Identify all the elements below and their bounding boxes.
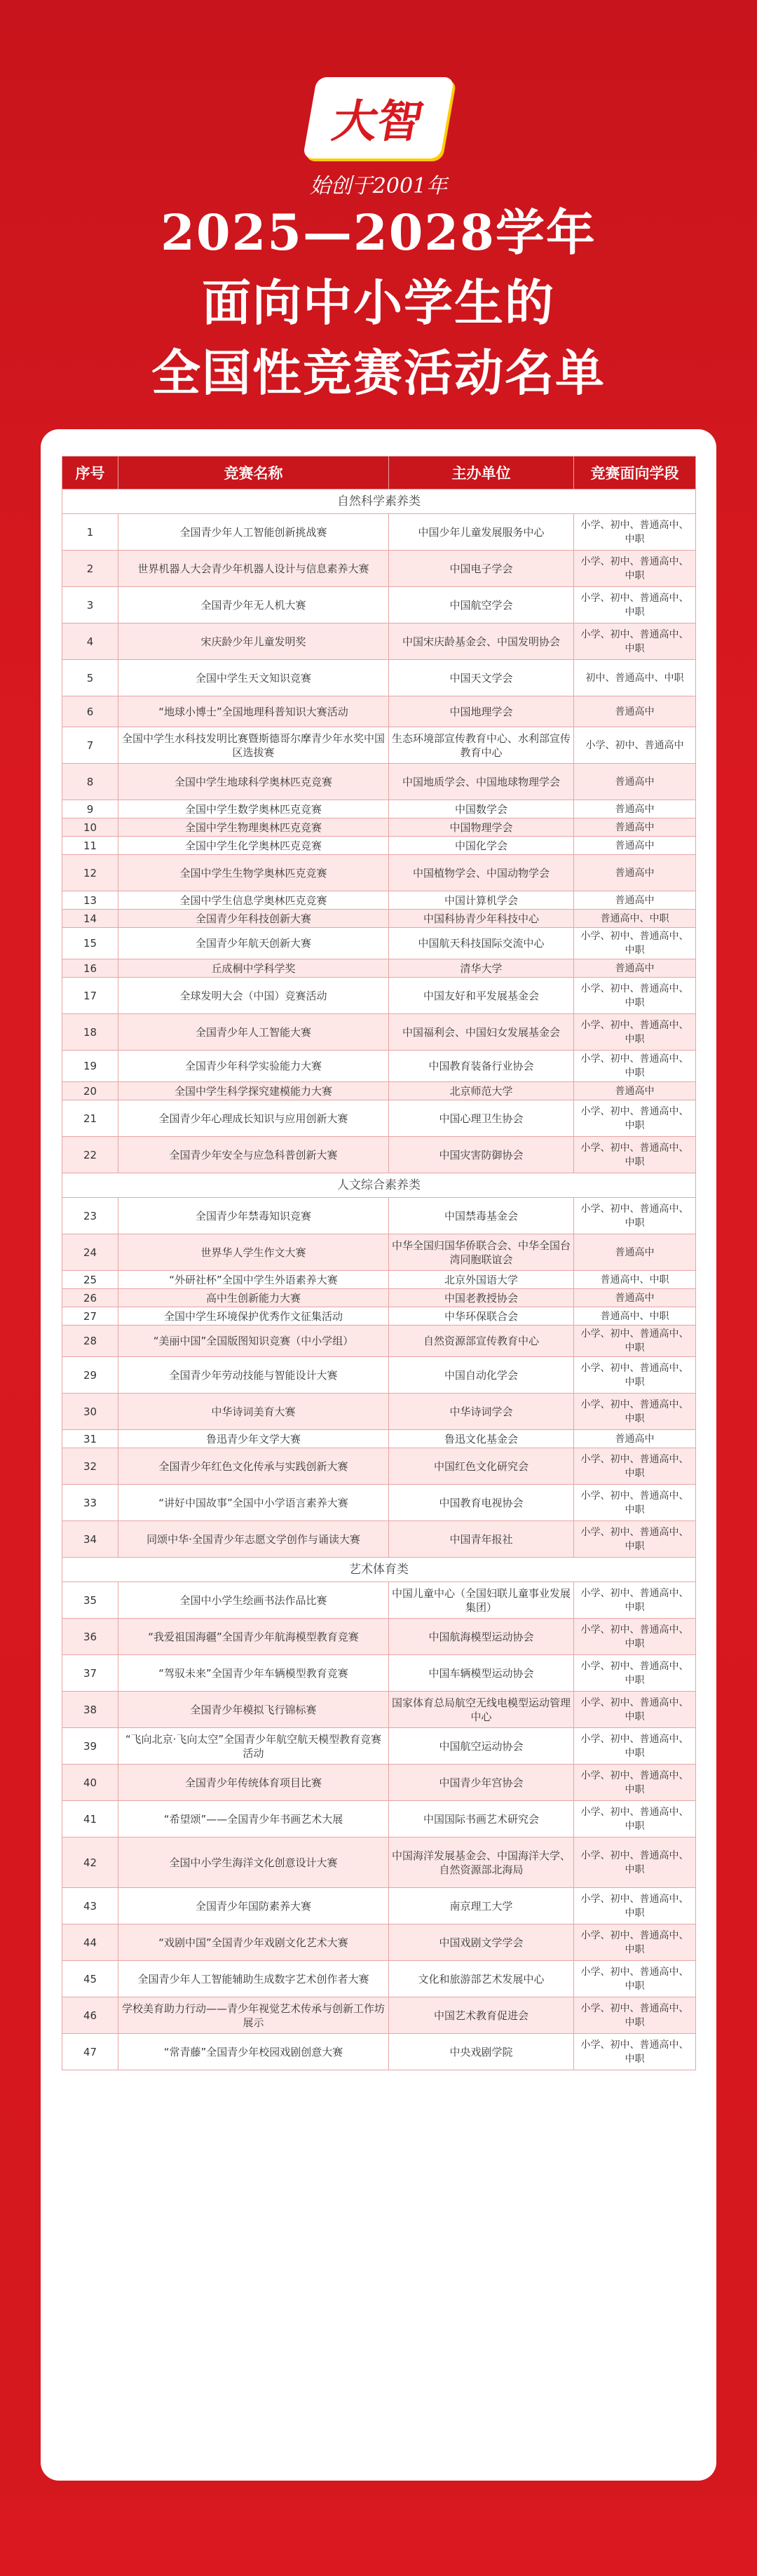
organizer: 北京师范大学 [389,1082,574,1100]
row-index: 7 [62,727,118,764]
organizer: 中国物理学会 [389,818,574,837]
row-index: 33 [62,1485,118,1521]
row-index: 2 [62,551,118,587]
table-row [62,727,696,764]
row-index: 26 [62,1289,118,1307]
audience: 普通高中 [574,959,696,978]
table-row [62,800,696,818]
title-line-2: 面向中小学生的 [202,274,555,332]
table-row [62,764,696,800]
table-row [62,2034,696,2070]
organizer: 中国友好和平发展基金会 [389,978,574,1014]
row-index: 8 [62,764,118,800]
row-index: 1 [62,514,118,551]
competition-name: 全国中学生天文知识竞赛 [118,660,389,696]
audience: 小学、初中、普通高中、中职 [574,1765,696,1801]
competition-name: 全国中学生信息学奥林匹克竞赛 [118,891,389,910]
competition-name: 全国青少年国防素养大赛 [118,1888,389,1924]
audience: 小学、初中、普通高中、中职 [574,1924,696,1961]
competition-name: “外研社杯”全国中学生外语素养大赛 [118,1271,389,1289]
competition-name: 全国青少年人工智能大赛 [118,1014,389,1051]
organizer: 中国航空运动协会 [389,1728,574,1765]
competition-name: 丘成桐中学科学奖 [118,959,389,978]
competition-name: “常青藤”全国青少年校园戏剧创意大赛 [118,2034,389,2070]
brand [0,77,757,199]
header-index: 序号 [62,457,118,490]
audience: 小学、初中、普通高中、中职 [574,1394,696,1430]
table-header-row [62,457,696,490]
row-index: 38 [62,1692,118,1728]
competition-name: 全国中学生科学探究建模能力大赛 [118,1082,389,1100]
audience: 小学、初中、普通高中、中职 [574,978,696,1014]
audience: 普通高中 [574,855,696,891]
organizer: 中国航海模型运动协会 [389,1619,574,1655]
organizer: 中国计算机学会 [389,891,574,910]
organizer: 中国戏剧文学学会 [389,1924,574,1961]
audience: 普通高中 [574,800,696,818]
table-row [62,1837,696,1888]
row-index: 27 [62,1307,118,1326]
table-row [62,660,696,696]
row-index: 24 [62,1234,118,1271]
row-index: 28 [62,1326,118,1357]
row-index: 22 [62,1137,118,1173]
row-index: 37 [62,1655,118,1692]
organizer: 中国灾害防御协会 [389,1137,574,1173]
competition-name: 鲁迅青少年文学大赛 [118,1430,389,1448]
table-row [62,1394,696,1430]
row-index: 41 [62,1801,118,1837]
competition-name: 全国中学生生物学奥林匹克竞赛 [118,855,389,891]
organizer: 中央戏剧学院 [389,2034,574,2070]
audience: 小学、初中、普通高中、中职 [574,1997,696,2034]
row-index: 31 [62,1430,118,1448]
category-row [62,1558,696,1582]
competition-name: 全球发明大会（中国）竞赛活动 [118,978,389,1014]
table-row [62,623,696,660]
row-index: 47 [62,2034,118,2070]
audience: 普通高中、中职 [574,1271,696,1289]
audience: 小学、初中、普通高中、中职 [574,1961,696,1997]
competition-name: 全国中小学生海洋文化创意设计大赛 [118,1837,389,1888]
row-index: 46 [62,1997,118,2034]
audience: 小学、初中、普通高中、中职 [574,1619,696,1655]
audience: 小学、初中、普通高中、中职 [574,2034,696,2070]
row-index: 17 [62,978,118,1014]
competition-name: 全国中学生地球科学奥林匹克竞赛 [118,764,389,800]
row-index: 20 [62,1082,118,1100]
organizer: 自然资源部宣传教育中心 [389,1326,574,1357]
row-index: 25 [62,1271,118,1289]
organizer: 中国海洋发展基金会、中国海洋大学、自然资源部北海局 [389,1837,574,1888]
table-row [62,1924,696,1961]
competition-list-card [41,429,716,2481]
table-row [62,959,696,978]
table-row [62,1271,696,1289]
competition-name: 全国青少年人工智能创新挑战赛 [118,514,389,551]
competition-name: 宋庆龄少年儿童发明奖 [118,623,389,660]
audience: 小学、初中、普通高中、中职 [574,1655,696,1692]
audience: 普通高中 [574,1082,696,1100]
footer-strip [0,2497,757,2576]
competition-name: 全国青少年模拟飞行锦标赛 [118,1692,389,1728]
organizer: 中国地质学会、中国地球物理学会 [389,764,574,800]
audience: 小学、初中、普通高中、中职 [574,1448,696,1485]
table-row [62,1198,696,1234]
organizer: 中国心理卫生协会 [389,1100,574,1137]
competition-name: 高中生创新能力大赛 [118,1289,389,1307]
table-row [62,1448,696,1485]
table-row [62,1765,696,1801]
audience: 小学、初中、普通高中、中职 [574,1692,696,1728]
table-row [62,1961,696,1997]
competition-name: 全国中小学生绘画书法作品比赛 [118,1582,389,1619]
table-row [62,1234,696,1271]
competition-name: 全国中学生物理奥林匹克竞赛 [118,818,389,837]
row-index: 40 [62,1765,118,1801]
audience: 普通高中 [574,696,696,727]
competition-name: “飞向北京·飞向太空”全国青少年航空航天模型教育竞赛活动 [118,1728,389,1765]
audience: 小学、初中、普通高中、中职 [574,1357,696,1394]
organizer: 文化和旅游部艺术发展中心 [389,1961,574,1997]
audience: 小学、初中、普通高中、中职 [574,928,696,959]
competition-table [62,456,696,2070]
audience: 小学、初中、普通高中、中职 [574,1485,696,1521]
organizer: 中国自动化学会 [389,1357,574,1394]
competition-name: 全国中学生化学奥林匹克竞赛 [118,837,389,855]
category-row [62,1173,696,1198]
row-index: 9 [62,800,118,818]
header-name: 竞赛名称 [118,457,389,490]
organizer: 中国禁毒基金会 [389,1198,574,1234]
table-row [62,910,696,928]
audience: 小学、初中、普通高中、中职 [574,1888,696,1924]
row-index: 23 [62,1198,118,1234]
organizer: 中国宋庆龄基金会、中国发明协会 [389,623,574,660]
table-row [62,551,696,587]
organizer: 中国电子学会 [389,551,574,587]
title-line-3: 全国性竞赛活动名单 [151,344,606,402]
audience: 小学、初中、普通高中、中职 [574,1051,696,1082]
competition-name: 世界机器人大会青少年机器人设计与信息素养大赛 [118,551,389,587]
organizer: 中华诗词学会 [389,1394,574,1430]
table-row [62,1307,696,1326]
audience: 普通高中 [574,1234,696,1271]
row-index: 13 [62,891,118,910]
row-index: 21 [62,1100,118,1137]
row-index: 16 [62,959,118,978]
row-index: 30 [62,1394,118,1430]
table-row [62,1619,696,1655]
row-index: 18 [62,1014,118,1051]
row-index: 32 [62,1448,118,1485]
table-row [62,978,696,1014]
audience: 普通高中、中职 [574,910,696,928]
organizer: 中国福利会、中国妇女发展基金会 [389,1014,574,1051]
table-row [62,1430,696,1448]
table-row [62,1692,696,1728]
audience: 小学、初中、普通高中、中职 [574,623,696,660]
organizer: 中国化学会 [389,837,574,855]
table-row [62,514,696,551]
brand-tagline: 始创于2001年 [309,174,448,198]
audience: 普通高中 [574,891,696,910]
audience: 小学、初中、普通高中、中职 [574,1100,696,1137]
row-index: 36 [62,1619,118,1655]
organizer: 南京理工大学 [389,1888,574,1924]
row-index: 44 [62,1924,118,1961]
competition-name: 全国青少年人工智能辅助生成数字艺术创作者大赛 [118,1961,389,1997]
organizer: 中国植物学会、中国动物学会 [389,855,574,891]
organizer: 北京外国语大学 [389,1271,574,1289]
audience: 初中、普通高中、中职 [574,660,696,696]
row-index: 19 [62,1051,118,1082]
audience: 小学、初中、普通高中、中职 [574,1137,696,1173]
audience: 小学、初中、普通高中 [574,727,696,764]
competition-name: 全国青少年科学实验能力大赛 [118,1051,389,1082]
audience: 小学、初中、普通高中、中职 [574,1014,696,1051]
audience: 小学、初中、普通高中、中职 [574,1582,696,1619]
table-row [62,891,696,910]
organizer: 中国航空学会 [389,587,574,623]
organizer: 鲁迅文化基金会 [389,1430,574,1448]
row-index: 11 [62,837,118,855]
competition-name: 学校美育助力行动——青少年视觉艺术传承与创新工作坊展示 [118,1997,389,2034]
row-index: 45 [62,1961,118,1997]
row-index: 35 [62,1582,118,1619]
organizer: 中华环保联合会 [389,1307,574,1326]
organizer: 中国教育电视协会 [389,1485,574,1521]
row-index: 34 [62,1521,118,1558]
organizer: 中国红色文化研究会 [389,1448,574,1485]
audience: 小学、初中、普通高中、中职 [574,514,696,551]
organizer: 中国数学会 [389,800,574,818]
competition-name: 世界华人学生作文大赛 [118,1234,389,1271]
audience: 普通高中 [574,1289,696,1307]
competition-name: 全国青少年心理成长知识与应用创新大赛 [118,1100,389,1137]
audience: 小学、初中、普通高中、中职 [574,1728,696,1765]
brand-logo: 大智 [303,77,454,159]
organizer: 中国少年儿童发展服务中心 [389,514,574,551]
table-row [62,1326,696,1357]
organizer: 中国车辆模型运动协会 [389,1655,574,1692]
row-index: 29 [62,1357,118,1394]
competition-name: 全国青少年红色文化传承与实践创新大赛 [118,1448,389,1485]
organizer: 中国青年报社 [389,1521,574,1558]
audience: 小学、初中、普通高中、中职 [574,1521,696,1558]
audience: 普通高中 [574,818,696,837]
audience: 小学、初中、普通高中、中职 [574,551,696,587]
table-row [62,1582,696,1619]
table-row [62,1888,696,1924]
competition-name: “戏剧中国”全国青少年戏剧文化艺术大赛 [118,1924,389,1961]
row-index: 4 [62,623,118,660]
table-row [62,1521,696,1558]
row-index: 14 [62,910,118,928]
organizer: 国家体育总局航空无线电模型运动管理中心 [389,1692,574,1728]
category-label: 自然科学素养类 [62,490,696,514]
competition-name: 全国青少年劳动技能与智能设计大赛 [118,1357,389,1394]
audience: 小学、初中、普通高中、中职 [574,1801,696,1837]
category-row [62,490,696,514]
competition-name: 全国青少年传统体育项目比赛 [118,1765,389,1801]
competition-name: 中华诗词美育大赛 [118,1394,389,1430]
organizer: 中国国际书画艺术研究会 [389,1801,574,1837]
competition-name: 全国青少年航天创新大赛 [118,928,389,959]
row-index: 42 [62,1837,118,1888]
row-index: 10 [62,818,118,837]
competition-name: 全国中学生水科技发明比赛暨斯德哥尔摩青少年水奖中国区选拔赛 [118,727,389,764]
organizer: 中国老教授协会 [389,1289,574,1307]
title-line-1: 2025—2028学年 [161,203,596,262]
page-title [0,198,757,408]
competition-name: 全国青少年无人机大赛 [118,587,389,623]
table-row [62,1728,696,1765]
table-row [62,1801,696,1837]
table-row [62,818,696,837]
audience: 普通高中 [574,1430,696,1448]
organizer: 中国科协青少年科技中心 [389,910,574,928]
organizer: 中国教育装备行业协会 [389,1051,574,1082]
row-index: 6 [62,696,118,727]
table-row [62,1014,696,1051]
organizer: 中国青少年宫协会 [389,1765,574,1801]
organizer: 中国天文学会 [389,660,574,696]
audience: 普通高中 [574,837,696,855]
organizer: 中国航天科技国际交流中心 [389,928,574,959]
table-row [62,696,696,727]
table-row [62,1485,696,1521]
audience: 小学、初中、普通高中、中职 [574,1326,696,1357]
competition-name: “我爱祖国海疆”全国青少年航海模型教育竞赛 [118,1619,389,1655]
competition-name: “驾驭未来”全国青少年车辆模型教育竞赛 [118,1655,389,1692]
audience: 普通高中 [574,764,696,800]
header-organizer: 主办单位 [389,457,574,490]
table-row [62,928,696,959]
competition-name: 同颂中华·全国青少年志愿文学创作与诵读大赛 [118,1521,389,1558]
audience: 普通高中、中职 [574,1307,696,1326]
table-row [62,1655,696,1692]
header-audience: 竞赛面向学段 [574,457,696,490]
category-label: 人文综合素养类 [62,1173,696,1198]
audience: 小学、初中、普通高中、中职 [574,1837,696,1888]
table-row [62,1997,696,2034]
category-label: 艺术体育类 [62,1558,696,1582]
competition-name: 全国青少年禁毒知识竞赛 [118,1198,389,1234]
row-index: 15 [62,928,118,959]
organizer: 中国儿童中心（全国妇联儿童事业发展集团） [389,1582,574,1619]
table-row [62,1137,696,1173]
table-row [62,1289,696,1307]
organizer: 中国地理学会 [389,696,574,727]
organizer: 中华全国归国华侨联合会、中华全国台湾同胞联谊会 [389,1234,574,1271]
competition-name: 全国青少年安全与应急科普创新大赛 [118,1137,389,1173]
competition-name: 全国青少年科技创新大赛 [118,910,389,928]
row-index: 12 [62,855,118,891]
competition-name: 全国中学生环境保护优秀作文征集活动 [118,1307,389,1326]
competition-name: “讲好中国故事”全国中小学语言素养大赛 [118,1485,389,1521]
audience: 小学、初中、普通高中、中职 [574,1198,696,1234]
row-index: 39 [62,1728,118,1765]
table-row [62,1051,696,1082]
table-row [62,1082,696,1100]
audience: 小学、初中、普通高中、中职 [574,587,696,623]
competition-name: “美丽中国”全国版图知识竞赛（中小学组） [118,1326,389,1357]
competition-name: “地球小博士”全国地理科普知识大赛活动 [118,696,389,727]
row-index: 5 [62,660,118,696]
table-row [62,1357,696,1394]
row-index: 3 [62,587,118,623]
organizer: 中国艺术教育促进会 [389,1997,574,2034]
row-index: 43 [62,1888,118,1924]
table-row [62,855,696,891]
competition-name: “希望颂”——全国青少年书画艺术大展 [118,1801,389,1837]
table-body [62,490,696,2070]
table-row [62,837,696,855]
competition-name: 全国中学生数学奥林匹克竞赛 [118,800,389,818]
table-row [62,1100,696,1137]
organizer: 清华大学 [389,959,574,978]
organizer: 生态环境部宣传教育中心、水利部宣传教育中心 [389,727,574,764]
table-row [62,587,696,623]
